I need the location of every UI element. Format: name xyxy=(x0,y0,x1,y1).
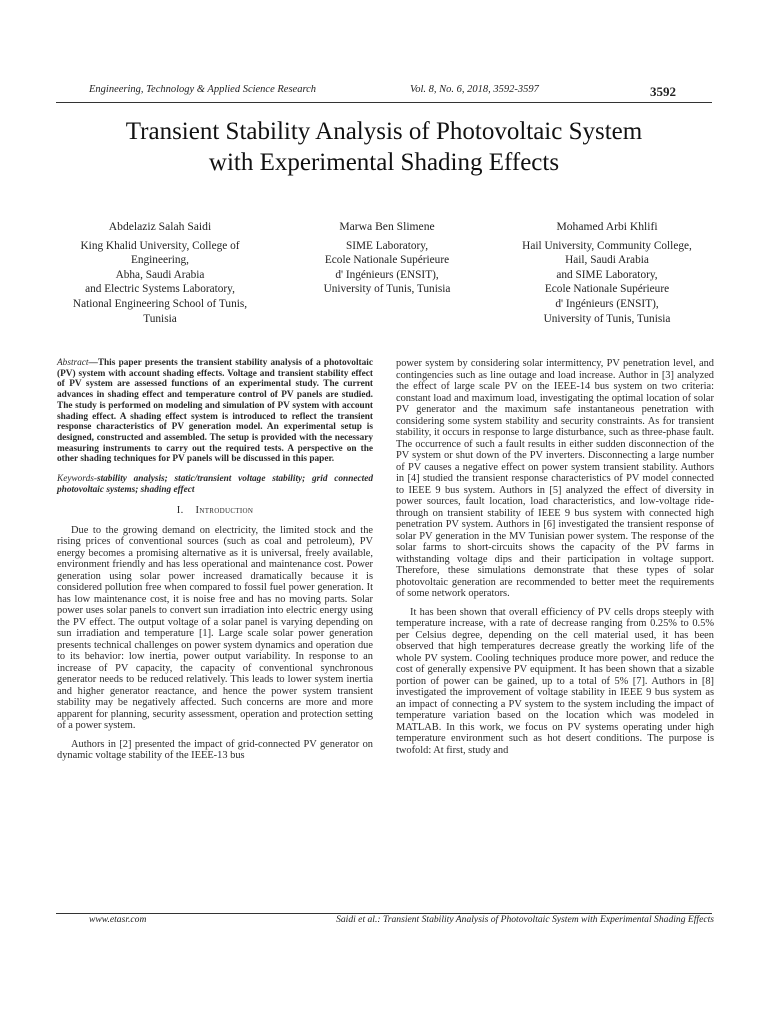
body-paragraph: power system by considering solar intermittency, PV penetration level, and contingencies such as line outage and load increase. Author in [3] analyzed the effect of large scale PV on the IEEE-14 bus system on two criteria: constant load and maximum load, investigating the optimal location of solar PV generator and the maximum safe instantaneous penetration with considering some system stability and security constraints. As for transient stability, it occurs in response to large disturbance, such as three-phase fault. The occurrence of such a fault results in either sudden disconnection of the PV system or shut down of the PV inverters. Disconnecting a large number of PV causes a negative effect on power system transient stability. Authors in [4] studied the transient response characteristics of PV model connected to IEEE 9 bus system. Authors in [5] analyzed the effect of diversity in power sources, fault location, load characteristics, and low-voltage ride-through on transient stability of IEEE 9 bus system with connected high penetration PV system. Authors in [6] investigated the transient response of solar PV generation in the MV Tunisian power system. The response of the solar farms to short-circuits shows the capacity of the PV farms in withstanding voltage dips and their participation in voltage support. Therefore, these simulations demonstrate that these types of solar photovoltaic generation are recommended to better meet the requirements of some network operators. xyxy=(396,358,714,599)
section-heading xyxy=(57,505,373,517)
running-header xyxy=(89,84,676,102)
author-1 xyxy=(54,220,266,326)
volume-info: Vol. 8, No. 6, 2018, 3592-3597 xyxy=(410,84,539,95)
body-paragraph: Due to the growing demand on electricity, the limited stock and the rising prices of conventional sources (such as coal and petroleum), PV energy becomes a promising alternative as it is universal, freely available, environment friendly and has less operational and maintenance cost. Power generation using solar power increased dramatically because it is considered pollution free when compared to fossil fuel power generation. It has low maintenance cost, it is noise free and has no moving parts. Solar power uses solar panels to convert sun irradiation into electric energy using the PV effect. The output voltage of a solar panel is varying depending on sun irradiation and temperature [1]. Large scale solar power generation presents technical challenges on power system dynamics and operation due to its behavior: low inertia, power output variability. In response to an increase of PV capacity, the capacity of conventional synchronous generator needs to be reduced relatively. This leads to lower system inertia and higher generator reactance, and hence the power system transient stability may be negatively affected. Such concerns are more and more apparent for planning, security assessment, operation and protection setting of a power system. xyxy=(57,524,373,732)
affiliation-line: SIME Laboratory, xyxy=(345,239,429,252)
keywords-label: Keywords- xyxy=(57,474,97,485)
author-block xyxy=(54,220,714,330)
keywords xyxy=(57,474,373,495)
page-number: 3592 xyxy=(650,84,676,99)
author-3 xyxy=(500,220,714,326)
section-number: I. xyxy=(176,505,184,517)
affiliation-line: Hail, Saudi Arabia xyxy=(565,254,649,267)
header-rule xyxy=(56,102,712,103)
author-2 xyxy=(302,220,472,297)
affiliation-line: Hail University, Community College, xyxy=(522,239,692,252)
affiliation-line: and SIME Laboratory, xyxy=(556,268,658,281)
abstract-text: —This paper presents the transient stability analysis of a photovoltaic (PV) system with account shading effects. Voltage and transient stability effect of PV system are assessed functions of an experimental study. The current advances in shading effect and temperature control of PV panels are studied. The study is performed on modeling and simulation of PV system with account shading effect. A shading effect system is introduced to reflect the transient response characteristics of PV generation model. An experimental setup is designed, constructed and assembled. The setup is provided with the necessary measuring instruments to carry out the required tests. A perspective on the other shading techniques for PV panels will be discussed in this paper. xyxy=(57,358,373,465)
title-line-2: with Experimental Shading Effects xyxy=(208,149,560,176)
affiliation-line: University of Tunis, Tunisia xyxy=(543,312,671,325)
affiliation-line: Tunisia xyxy=(143,312,177,325)
abstract xyxy=(57,358,373,465)
body-paragraph: It has been shown that overall efficiency of PV cells drops steeply with temperature increase, with a rate of decrease ranging from 0.25% to 0.5% per Celsius degree, depending on the cell material used, it has been observed that high temperatures decrease greatly the working life of the whole PV system. Cooling techniques produce more power, and reduce the cost of generally expensive PV equipment. It has been shown that a sizable portion of power can be gained, up to a total of 5% [7]. Authors in [8] investigated the improvement of voltage stability in IEEE 9 bus system as an impact of connecting a PV system to the system including the impact of temperature variation based on the location which was modeled in MATLAB. In this work, we focus on PV systems operating under high temperature environment such as hot desert conditions. The purpose is twofold: At first, study and xyxy=(396,606,714,756)
footer-site: www.etasr.com xyxy=(89,914,147,925)
running-footer xyxy=(89,914,714,928)
affiliation-line: King Khalid University, College of xyxy=(80,239,240,252)
footer-citation: Saidi et al.: Transient Stability Analysis of Photovoltaic System with Experimental Shading Effects xyxy=(336,914,714,925)
affiliation-line: and Electric Systems Laboratory, xyxy=(85,283,235,296)
affiliation-line: University of Tunis, Tunisia xyxy=(323,283,451,296)
affiliation-line: Engineering, xyxy=(130,254,190,267)
right-column xyxy=(396,358,714,763)
keywords-text: stability analysis; static/transient voltage stability; grid connected photovoltaic systems; shading effect xyxy=(57,474,373,495)
journal-name: Engineering, Technology & Applied Science Research xyxy=(89,84,317,95)
affiliation-line: Ecole Nationale Supérieure xyxy=(324,254,450,267)
author-name: Marwa Ben Slimene xyxy=(339,220,435,233)
affiliation-line: National Engineering School of Tunis, xyxy=(72,297,248,310)
section-title: Introduction xyxy=(195,505,254,517)
paper-title xyxy=(40,116,728,178)
author-name: Mohamed Arbi Khlifi xyxy=(556,220,658,233)
author-name: Abdelaziz Salah Saidi xyxy=(108,220,212,233)
affiliation-line: d' Ingénieurs (ENSIT), xyxy=(555,297,659,310)
abstract-label: Abstract xyxy=(57,358,89,368)
title-line-1: Transient Stability Analysis of Photovoltaic System xyxy=(125,118,643,145)
affiliation-line: Ecole Nationale Supérieure xyxy=(544,283,670,296)
left-column xyxy=(57,358,373,769)
affiliation-line: d' Ingénieurs (ENSIT), xyxy=(335,268,439,281)
affiliation-line: Abha, Saudi Arabia xyxy=(115,268,205,281)
body-paragraph: Authors in [2] presented the impact of grid-connected PV generator on dynamic voltage stability of the IEEE-13 bus xyxy=(57,738,373,762)
